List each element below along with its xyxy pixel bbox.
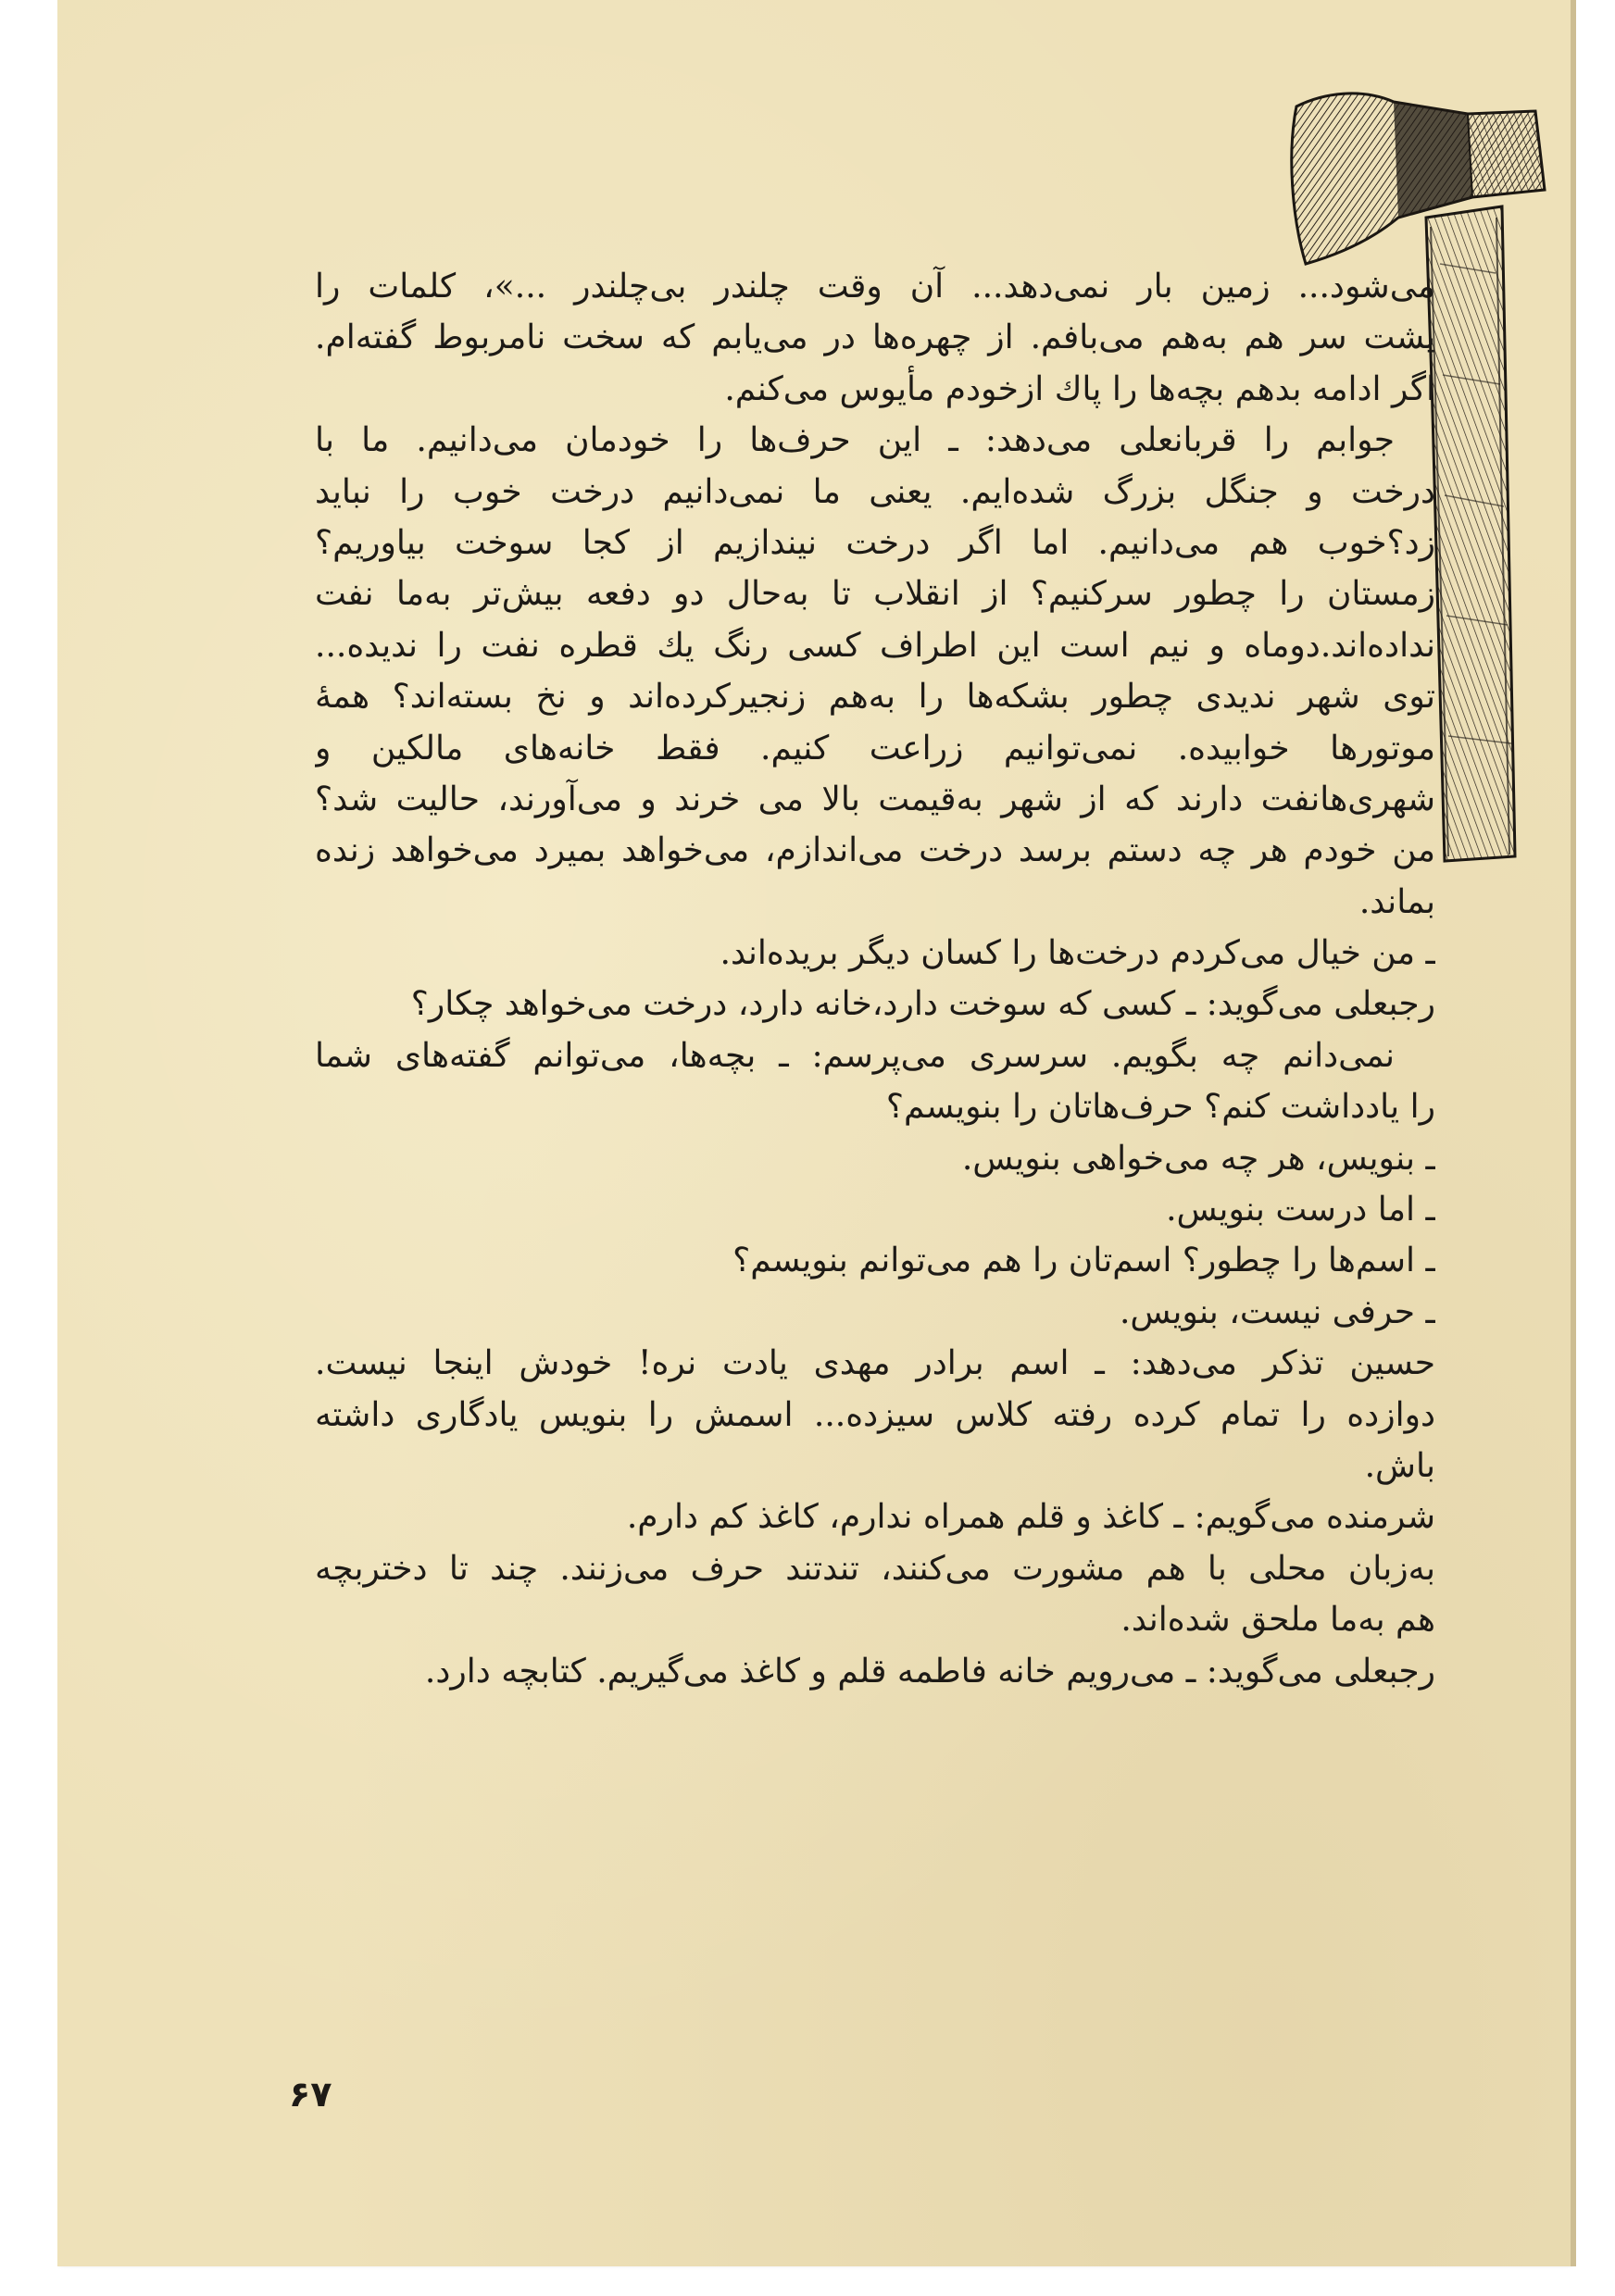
text-line: نداده‌اند.دوماه و نیم است این اطراف کسی رنگ یك قطره نفت را ندیده... (315, 626, 1435, 665)
text-line: من خودم هر چه دستم برسد درخت می‌اندازم، می‌خواهد بمیرد می‌خواهد زنده (315, 831, 1435, 870)
text-line: باش. (1364, 1446, 1435, 1485)
text-line: شرمنده می‌گویم: ـ کاغذ و قلم همراه ندارم، کاغذ کم دارم. (626, 1498, 1435, 1537)
text-line: زد؟خوب هم می‌دانیم. اما اگر درخت نیندازیم از کجا سوخت بیاوریم؟ (315, 523, 1435, 562)
text-line: می‌شود... زمین بار نمی‌دهد... آن وقت چلندر بی‌چلندر ...»، کلمات را (315, 268, 1435, 306)
text-line: ـ حرفی نیست، بنویس. (1119, 1292, 1435, 1331)
text-line: نمی‌دانم چه بگویم. سرسری می‌پرسم: ـ بچه‌ها، می‌توانم گفته‌های شما (315, 1036, 1395, 1075)
text-line: را یادداشت کنم؟ حرف‌هاتان را بنویسم؟ (885, 1088, 1435, 1127)
text-line: رجبعلی می‌گوید: ـ کسی که سوخت دارد،خانه دارد، درخت می‌خواهد چکار؟ (410, 985, 1435, 1024)
text-line: پشت سر هم به‌هم می‌بافم. از چهره‌ها در می‌یابم که سخت نامربوط گفته‌ام. (315, 318, 1435, 357)
text-line: توی شهر ندیدی چطور بشکه‌ها را به‌هم زنجیرکرده‌اند و نخ بسته‌اند؟ همهٔ (315, 678, 1435, 717)
text-line: درخت و جنگل بزرگ شده‌ایم. یعنی ما نمی‌دانیم درخت خوب را نباید (315, 472, 1435, 511)
text-line: ـ بنویس، هر چه می‌خواهی بنویس. (961, 1139, 1435, 1178)
text-line: موتورها خوابیده. نمی‌توانیم زراعت کنیم. فقط خانه‌های مالکین و (315, 729, 1435, 767)
text-line: حسین تذکر می‌دهد: ـ اسم برادر مهدی یادت نره! خودش اینجا نیست. (315, 1344, 1435, 1383)
text-line: زمستان را چطور سرکنیم؟ از انقلاب تا به‌حال دو دفعه بیش‌تر به‌ما نفت (315, 575, 1435, 614)
page-edge (1571, 0, 1576, 2266)
text-line: ـ اسم‌ها را چطور؟ اسم‌تان را هم می‌توانم بنویسم؟ (732, 1242, 1435, 1280)
page-number: ۶۷ (289, 2074, 332, 2115)
body-text (315, 261, 1435, 1697)
text-line: شهری‌هانفت دارند که از شهر به‌قیمت بالا می خرند و می‌آورند، حالیت شد؟ (315, 780, 1435, 818)
text-line: اگر ادامه بدهم بچه‌ها را پاك ازخودم مأیوس می‌کنم. (724, 369, 1435, 408)
text-line: هم به‌ما ملحق شده‌اند. (1120, 1601, 1435, 1640)
text-line: دوازده را تمام کرده رفته کلاس سیزده... اسمش را بنویس یادگاری داشته (315, 1395, 1435, 1434)
text-line: جوابم را قربانعلی می‌دهد: ـ این حرف‌ها را خودمان می‌دانیم. ما با (315, 421, 1395, 460)
text-line: ـ من خیال می‌کردم درخت‌ها را کسان دیگر بریده‌اند. (720, 934, 1435, 973)
text-line: ـ اما درست بنویس. (1166, 1191, 1435, 1229)
text-line: رجبعلی می‌گوید: ـ می‌رویم خانه فاطمه قلم و کاغذ می‌گیریم. کتابچه دارد. (424, 1652, 1435, 1691)
text-line: به‌زبان محلی با هم مشورت می‌کنند، تندتند حرف می‌زنند. چند تا دختربچه (315, 1549, 1435, 1588)
text-line: بماند. (1358, 882, 1435, 921)
